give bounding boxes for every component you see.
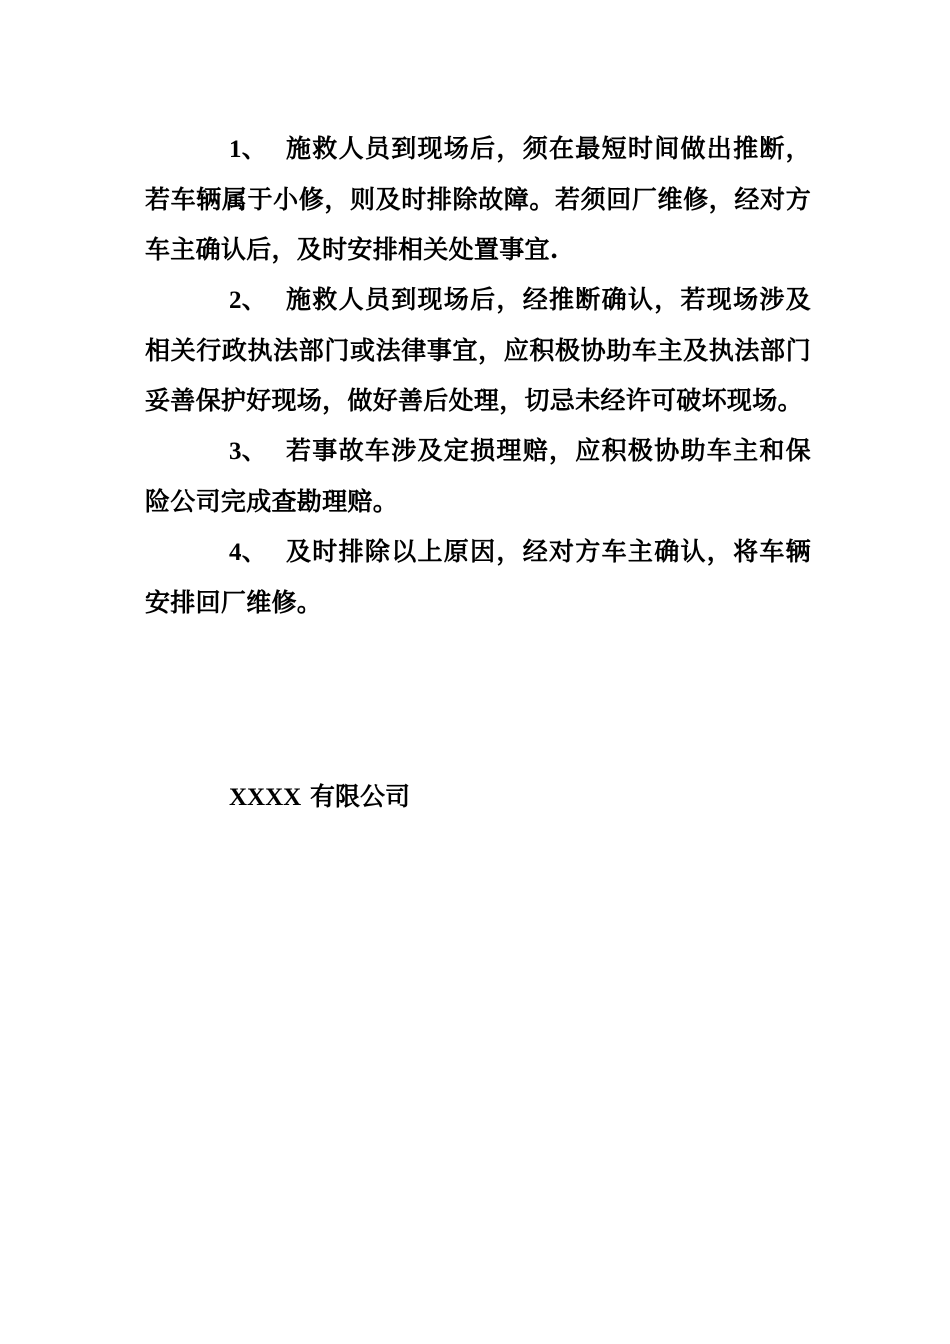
item-text-1: 施救人员到现场后，须在最短时间做出推断，若车辆属于小修，则及时排除故障。若须回厂维修，经对方车主确认后，及时安排相关处置事宜. — [145, 134, 811, 264]
item-text-3: 若事故车涉及定损理赔，应积极协助车主和保险公司完成查勘理赔。 — [145, 436, 811, 516]
company-signature — [229, 772, 410, 823]
list-item-1 — [145, 124, 811, 275]
item-number-4: 4、 — [229, 539, 268, 566]
document-body — [145, 124, 811, 628]
item-text-2: 施救人员到现场后，经推断确认，若现场涉及相关行政执法部门或法律事宜，应积极协助车主及执法部门妥善保护好现场，做好善后处理，切忌未经许可破坏现场。 — [145, 285, 811, 415]
item-number-1: 1、 — [229, 136, 268, 163]
item-number-2: 2、 — [229, 287, 268, 314]
list-item-2 — [145, 275, 811, 426]
list-item-4 — [145, 527, 811, 628]
list-item-3 — [145, 426, 811, 527]
item-number-3: 3、 — [229, 438, 268, 465]
company-name-suffix: 有限公司 — [309, 782, 410, 811]
company-name-prefix: XXXX — [229, 784, 302, 811]
item-text-4: 及时排除以上原因，经对方车主确认，将车辆安排回厂维修。 — [145, 537, 811, 617]
